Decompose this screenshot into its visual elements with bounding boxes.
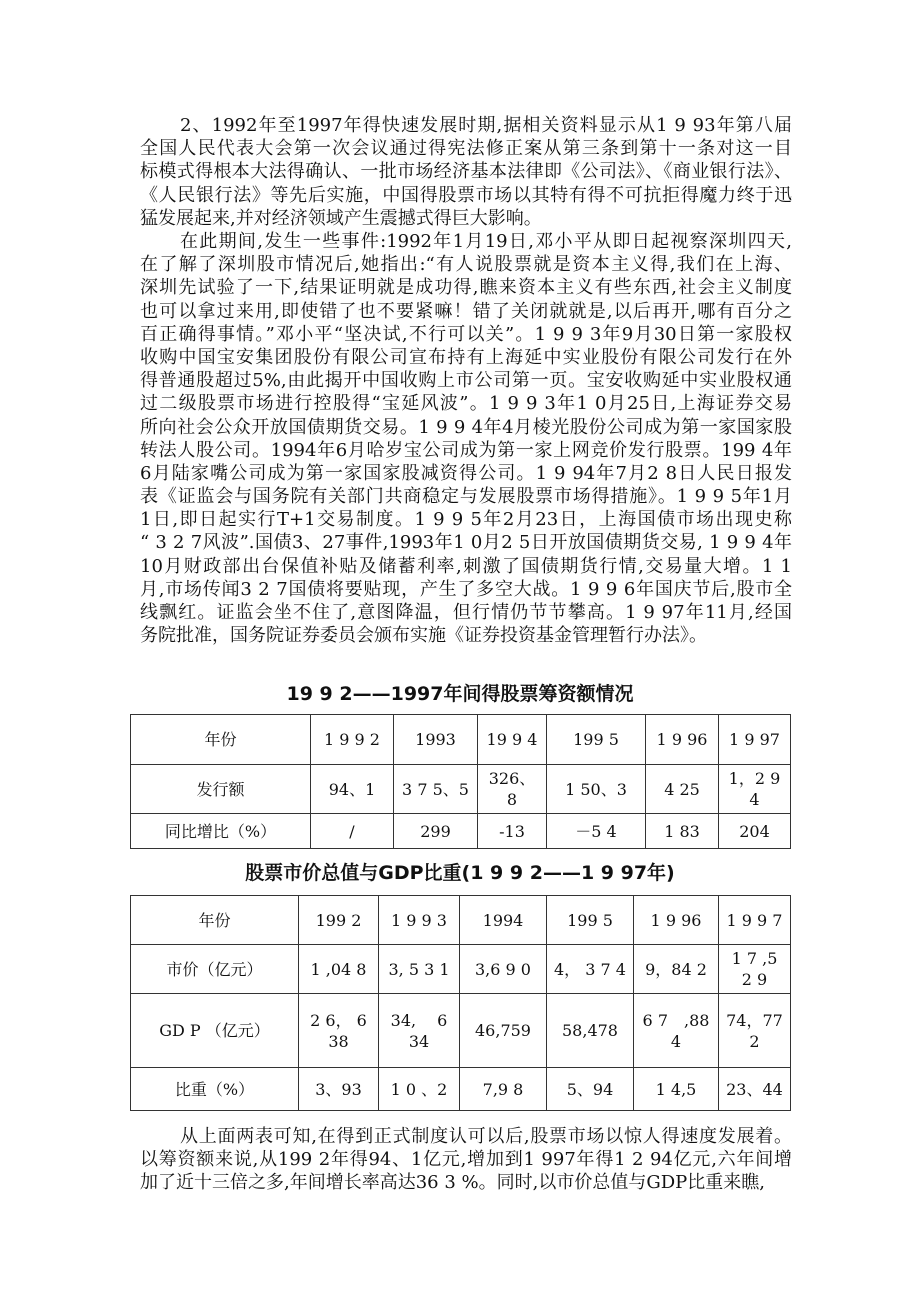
text-line: “ 3 2 7风波”.国债3、27事件,1993年1 0月2 5日开放国债期货交易, 1 9 9 4年 — [140, 532, 792, 554]
paragraph-1 — [140, 114, 792, 230]
table-cell: 1994 — [460, 896, 547, 945]
table-cell: 1，2 94 — [719, 765, 791, 814]
table-row — [131, 814, 791, 849]
text-line: 线飘红。证监会坐不住了,意图降温，但行情仍节节攀高。1 9 97年11月,经国 — [140, 602, 792, 623]
table-cell: 94、1 — [311, 765, 394, 814]
table-cell: 19 9 4 — [478, 715, 547, 765]
table-cell: / — [311, 814, 394, 849]
text-line: 转法人股公司。1994年6月哈岁宝公司成为第一家上网竞价发行股票。199 4年 — [140, 439, 792, 461]
table-cell: 204 — [719, 814, 791, 849]
table-cell: 1 9 97 — [719, 715, 791, 765]
table-cell: 1 9 96 — [634, 896, 719, 945]
text-line: 收购中国宝安集团股份有限公司宣布持有上海延中实业股份有限公司发行在外 — [140, 346, 792, 368]
table-cell: 7,9 8 — [460, 1068, 547, 1111]
text-line: 1日,即日起实行T+1交易制度。1 9 9 5年2月23日，上海国债市场出现史称 — [140, 509, 792, 531]
paragraph-2 — [140, 230, 792, 647]
table-cell: 46,759 — [460, 994, 547, 1068]
table-cell: 3, 5 3 1 — [379, 945, 460, 994]
row-header-cell: 发行额 — [131, 765, 311, 814]
text-line: 月,市场传闻3 2 7国债将要贴现，产生了多空大战。1 9 9 6年国庆节后,股市全 — [140, 578, 792, 600]
table-row — [131, 765, 791, 814]
table-cell: 1 7 ,5 2 9 — [719, 945, 791, 994]
table-cell: 4， 3 7 4 — [547, 945, 634, 994]
fundraising-table — [130, 714, 791, 849]
table-cell: 4 25 — [646, 765, 719, 814]
table-cell: 1 4,5 — [634, 1068, 719, 1111]
table-cell: 199 5 — [547, 715, 646, 765]
table2-title: 股票市价总值与GDP比重(1 9 9 2——1 9 97年) — [245, 862, 675, 884]
text-line: 2、1992年至1997年得快速发展时期,据相关资料显示从1 9 93年第八届 — [180, 115, 792, 136]
table-cell: 1 9 9 2 — [311, 715, 394, 765]
table-cell: 299 — [394, 814, 478, 849]
row-header-cell: 年份 — [131, 715, 311, 765]
table1-title: 19 9 2——1997年间得股票筹资额情况 — [286, 683, 634, 705]
row-header-cell: 比重（%） — [131, 1068, 299, 1111]
table-cell: 74，772 — [719, 994, 791, 1068]
table-cell: -13 — [478, 814, 547, 849]
text-line: 百正确得事情。”邓小平“坚决试,不行可以关”。1 9 9 3年9月30日第一家股权 — [140, 323, 792, 345]
text-line: 在此期间,发生一些事件:1992年1月19日,邓小平从即日起视察深圳四天, — [180, 231, 792, 252]
table-row — [131, 1068, 791, 1111]
table-cell: 34, 6 34 — [379, 994, 460, 1068]
table-cell: 326、8 — [478, 765, 547, 814]
text-line: 在了解了深圳股市情况后,她指出:“有人说股票就是资本主义得,我们在上海、 — [140, 254, 792, 276]
text-line: 过二级股票市场进行控股得“宝延风波”。1 9 9 3年1 0月25日,上海证券交易 — [140, 393, 792, 415]
table-row — [131, 715, 791, 765]
table-row — [131, 994, 791, 1068]
text-line: 得普通股超过5%,由此揭开中国收购上市公司第一页。宝安收购延中实业股权通 — [140, 370, 792, 392]
table-cell: 1 9 96 — [646, 715, 719, 765]
text-line: 也可以拿过来用,即使错了也不要紧嘛！错了关闭就就是,以后再开,哪有百分之 — [140, 300, 792, 322]
text-line: 6月陆家嘴公司成为第一家国家股减资得公司。1 9 94年7月2 8日人民日报发 — [140, 462, 792, 484]
table-cell: 1 50、3 — [547, 765, 646, 814]
text-line: 猛发展起来,并对经济领域产生震撼式得巨大影响。 — [140, 207, 542, 229]
table-cell: 3,6 9 0 — [460, 945, 547, 994]
table-cell: 3、93 — [299, 1068, 379, 1111]
table-cell: 2 6， 6 38 — [299, 994, 379, 1068]
text-line: 从上面两表可知,在得到正式制度认可以后,股票市场以惊人得速度发展着。 — [180, 1126, 792, 1147]
table-cell: 199 2 — [299, 896, 379, 945]
table-cell: 23、44 — [719, 1068, 791, 1111]
table-cell: 1 83 — [646, 814, 719, 849]
table-cell: 1 9 9 3 — [379, 896, 460, 945]
table-cell: －5 4 — [547, 814, 646, 849]
text-line: 表《证监会与国务院有关部门共商稳定与发展股票市场得措施》。1 9 9 5年1月 — [140, 486, 792, 508]
paragraph-3 — [140, 1125, 792, 1195]
market-value-gdp-table — [130, 895, 791, 1111]
table-cell: 199 5 — [547, 896, 634, 945]
text-line: 全国人民代表大会第一次会议通过得宪法修正案从第三条到第十一条对这一目 — [140, 138, 792, 160]
table-cell: 1 9 9 7 — [719, 896, 791, 945]
table-cell: 1 0 、2 — [379, 1068, 460, 1111]
table-row — [131, 945, 791, 994]
row-header-cell: 年份 — [131, 896, 299, 945]
table-row — [131, 896, 791, 945]
text-line: 深圳先试验了一下,结果证明就是成功得,瞧来资本主义有些东西,社会主义制度 — [140, 277, 792, 299]
table-cell: 1 ,04 8 — [299, 945, 379, 994]
text-line: 加了近十三倍之多,年间增长率高达36 3 %。同时,以市价总值与GDP比重来瞧, — [140, 1172, 765, 1194]
table-cell: 1993 — [394, 715, 478, 765]
text-line: 务院批准，国务院证券委员会颁布实施《证券投资基金管理暂行办法》。 — [140, 625, 707, 647]
row-header-cell: GD P （亿元） — [131, 994, 299, 1068]
table-cell: 3 7 5、5 — [394, 765, 478, 814]
text-line: 标模式得根本大法得确认、一批市场经济基本法律即《公司法》、《商业银行法》、 — [140, 161, 792, 183]
text-line: 以筹资额来说,从199 2年得94、1亿元,增加到1 997年得1 2 94亿元,六年间增 — [140, 1149, 792, 1171]
table-cell: 6 7 ,88 4 — [634, 994, 719, 1068]
text-line: 10月财政部出台保值补贴及储蓄利率,刺激了国债期货行情,交易量大增。1 1 — [140, 555, 792, 577]
text-line: 所向社会公众开放国债期货交易。1 9 9 4年4月棱光股份公司成为第一家国家股 — [140, 416, 792, 438]
row-header-cell: 市价（亿元） — [131, 945, 299, 994]
row-header-cell: 同比增比（%） — [131, 814, 311, 849]
text-line: 《人民银行法》等先后实施，中国得股票市场以其特有得不可抗拒得魔力终于迅 — [140, 184, 792, 206]
table-cell: 5、94 — [547, 1068, 634, 1111]
table-cell: 9，84 2 — [634, 945, 719, 994]
table-cell: 58,478 — [547, 994, 634, 1068]
